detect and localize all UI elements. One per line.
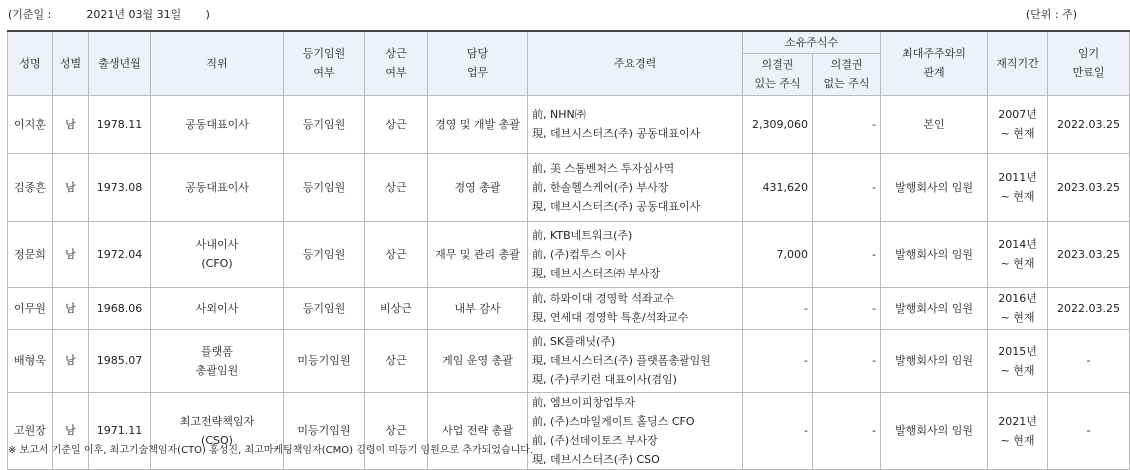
unit-label: (단위 : 주) (1025, 8, 1077, 21)
cell-name: 정문희 (8, 221, 53, 287)
cell-fulltime: 상근 (365, 392, 428, 469)
cell-term-end: 2023.03.25 (1048, 153, 1130, 221)
cell-tenure-line: 2015년 (998, 344, 1037, 358)
cell-registered: 미등기임원 (284, 329, 365, 392)
cell-registered: 등기임원 (284, 221, 365, 287)
cell-term-end: 2022.03.25 (1048, 287, 1130, 329)
cell-tenure (988, 329, 1048, 392)
cell-relation: 발행회사의 임원 (881, 329, 988, 392)
cell-relation: 발행회사의 임원 (881, 392, 988, 469)
cell-tenure-line: 2007년 (998, 108, 1037, 121)
cell-gender: 남 (53, 153, 89, 221)
table-row (8, 221, 1130, 287)
cell-fulltime: 상근 (365, 329, 428, 392)
cell-career-line: 前, KTB네트워크(주) (532, 228, 633, 242)
cell-position-line: 최고전략책임자 (179, 414, 255, 428)
table-row (8, 329, 1130, 392)
cell-gender: 남 (53, 221, 89, 287)
header-shares-group: 소유주식수 (743, 31, 881, 53)
cell-career (528, 329, 743, 392)
cell-birth: 1978.11 (89, 95, 151, 153)
header-name: 성명 (8, 31, 53, 95)
cell-position (151, 287, 284, 329)
table-row (8, 392, 1130, 469)
cell-voting-shares: - (743, 329, 813, 392)
cell-tenure-line: ~ 현재 (1000, 127, 1035, 140)
cell-gender: 남 (53, 95, 89, 153)
cell-career-line: 現, 데브시스터즈(주) 공동대표이사 (532, 127, 701, 140)
cell-career-line: 前, 하와이대 경영학 석좌교수 (532, 292, 674, 305)
cell-career (528, 153, 743, 221)
cell-career-line: 前, NHN㈜ (532, 108, 586, 121)
table-row (8, 153, 1130, 221)
cell-fulltime: 상근 (365, 221, 428, 287)
cell-voting-shares: - (743, 392, 813, 469)
cell-duty: 게임 운영 총괄 (428, 329, 528, 392)
header-term-end: 임기 만료일 (1048, 31, 1130, 95)
cell-gender: 남 (53, 287, 89, 329)
cell-duty: 재무 및 관리 총괄 (428, 221, 528, 287)
cell-career-line: 現, 데브시스터즈(주) 플랫폼총괄임원 (532, 354, 711, 367)
cell-birth: 1985.07 (89, 329, 151, 392)
cell-position (151, 329, 284, 392)
cell-tenure-line: 2011년 (998, 171, 1037, 184)
cell-career-line: 前, (주)선데이토즈 부사장 (532, 433, 658, 447)
cell-voting-shares: 431,620 (743, 153, 813, 221)
cell-career (528, 95, 743, 153)
cell-tenure-line: ~ 현재 (1000, 433, 1035, 447)
cell-voting-shares: 7,000 (743, 221, 813, 287)
cell-career (528, 392, 743, 469)
cell-duty: 사업 전략 총괄 (428, 392, 528, 469)
cell-gender: 남 (53, 329, 89, 392)
cell-birth: 1971.11 (89, 392, 151, 469)
header-voting: 의결권 있는 주식 (743, 53, 813, 95)
cell-career-line: 前, 엠브이피창업투자 (532, 395, 636, 409)
cell-career-line: 前, 한솔헬스케어(주) 부사장 (532, 180, 669, 194)
cell-tenure-line: ~ 현재 (1000, 363, 1035, 377)
cell-tenure-line: 2016년 (998, 292, 1037, 305)
cell-career-line: 前, (주)컴투스 이사 (532, 247, 626, 261)
cell-nonvoting-shares: - (813, 392, 881, 469)
executive-table (7, 30, 1130, 470)
cell-name: 이무원 (8, 287, 53, 329)
cell-name: 김종흔 (8, 153, 53, 221)
basis-date: (기준일 : 2021년 03월 31일 ) (8, 8, 210, 21)
cell-tenure (988, 287, 1048, 329)
cell-tenure-line: ~ 현재 (1000, 190, 1035, 203)
cell-fulltime: 상근 (365, 153, 428, 221)
cell-nonvoting-shares: - (813, 153, 881, 221)
cell-nonvoting-shares: - (813, 221, 881, 287)
header-position: 직위 (151, 31, 284, 95)
cell-position-line: 공동대표이사 (185, 180, 249, 194)
cell-term-end: 2022.03.25 (1048, 95, 1130, 153)
cell-relation: 발행회사의 임원 (881, 287, 988, 329)
cell-career-line: 現, 데브시스터즈(주) 공동대표이사 (532, 199, 701, 213)
cell-position-line: 플랫폼 (201, 344, 233, 358)
table-row (8, 287, 1130, 329)
cell-registered: 등기임원 (284, 287, 365, 329)
cell-career-line: 現, (주)쿠키런 대표이사(겸임) (532, 373, 677, 386)
cell-career-line: 現, 연세대 경영학 특훈/석좌교수 (532, 311, 689, 324)
cell-position-line: (CSO) (201, 433, 233, 447)
cell-nonvoting-shares: - (813, 329, 881, 392)
cell-position-line: (CFO) (201, 257, 233, 270)
cell-relation: 본인 (881, 95, 988, 153)
cell-career-line: 前, SK플래닛(주) (532, 335, 616, 348)
footnote: ※ 보고서 기준일 이후, 최고기술책임자(CTO) 홍성진, 최고마케팅책임자(CMO) 김령이 미등기 임원으로 추가되었습니다. (8, 445, 534, 456)
cell-position-line: 공동대표이사 (185, 117, 249, 131)
cell-relation: 발행회사의 임원 (881, 221, 988, 287)
header-registered: 등기임원 여부 (284, 31, 365, 95)
cell-birth: 1973.08 (89, 153, 151, 221)
cell-position (151, 153, 284, 221)
cell-registered: 등기임원 (284, 95, 365, 153)
cell-position (151, 392, 284, 469)
header-fulltime: 상근 여부 (365, 31, 428, 95)
cell-tenure (988, 95, 1048, 153)
cell-duty: 경영 및 개발 총괄 (428, 95, 528, 153)
cell-voting-shares: - (743, 287, 813, 329)
header-duty: 담당 업무 (428, 31, 528, 95)
cell-position-line: 사내이사 (195, 238, 239, 251)
cell-term-end: - (1048, 329, 1130, 392)
cell-name: 이지훈 (8, 95, 53, 153)
cell-birth: 1972.04 (89, 221, 151, 287)
cell-fulltime: 상근 (365, 95, 428, 153)
cell-fulltime: 비상근 (365, 287, 428, 329)
cell-term-end: 2023.03.25 (1048, 221, 1130, 287)
cell-birth: 1968.06 (89, 287, 151, 329)
cell-tenure-line: 2021년 (998, 414, 1037, 428)
cell-position-line: 총괄임원 (195, 363, 239, 377)
cell-career-line: 前, (주)스마일게이트 홀딩스 CFO (532, 414, 695, 428)
cell-tenure (988, 153, 1048, 221)
table-body (8, 95, 1130, 469)
cell-position-line: 사외이사 (195, 301, 239, 315)
cell-name: 고원장 (8, 392, 53, 469)
cell-nonvoting-shares: - (813, 95, 881, 153)
cell-tenure-line: ~ 현재 (1000, 257, 1035, 270)
table-header (8, 31, 1130, 95)
cell-tenure (988, 221, 1048, 287)
cell-career (528, 221, 743, 287)
cell-tenure (988, 392, 1048, 469)
table-row (8, 95, 1130, 153)
header-relation: 최대주주와의 관계 (881, 31, 988, 95)
header-nonvoting: 의결권 없는 주식 (813, 53, 881, 95)
cell-position (151, 95, 284, 153)
cell-tenure-line: 2014년 (998, 238, 1037, 251)
cell-duty: 경영 총괄 (428, 153, 528, 221)
cell-relation: 발행회사의 임원 (881, 153, 988, 221)
cell-registered: 등기임원 (284, 153, 365, 221)
cell-term-end: - (1048, 392, 1130, 469)
report-header (8, 6, 1077, 22)
cell-tenure-line: ~ 현재 (1000, 311, 1035, 324)
cell-duty: 내부 감사 (428, 287, 528, 329)
cell-career-line: 現, 데브시스터즈㈜ 부사장 (532, 266, 661, 280)
header-career: 주요경력 (528, 31, 743, 95)
cell-position (151, 221, 284, 287)
cell-career-line: 現, 데브시스터즈(주) CSO (532, 452, 660, 466)
header-birth: 출생년월 (89, 31, 151, 95)
header-gender: 성별 (53, 31, 89, 95)
cell-career-line: 前, 美 스톰벤처스 투자심사역 (532, 161, 675, 175)
cell-nonvoting-shares: - (813, 287, 881, 329)
cell-registered: 미등기임원 (284, 392, 365, 469)
header-tenure: 재직기간 (988, 31, 1048, 95)
cell-name: 배형욱 (8, 329, 53, 392)
cell-gender: 남 (53, 392, 89, 469)
cell-career (528, 287, 743, 329)
cell-voting-shares: 2,309,060 (743, 95, 813, 153)
